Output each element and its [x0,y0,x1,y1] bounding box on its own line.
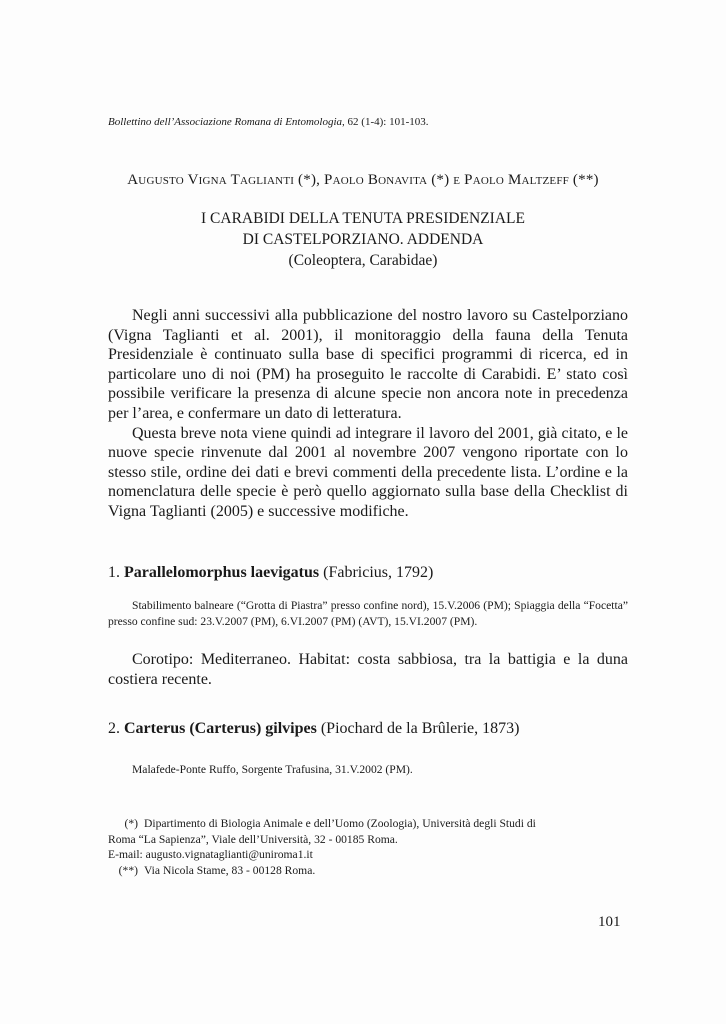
species-heading-1 [108,564,628,582]
footnote-text: Via Nicola Stame, 83 - 00128 Roma. [144,863,316,877]
introduction [108,306,628,522]
species-name: Carterus (Carterus) gilvipes [124,720,317,737]
author-line: Augusto Vigna Taglianti (*), Paolo Bonavita (*) e Paolo Maltzeff (**) [127,172,599,188]
footnote-1 [108,816,630,832]
paper-title [0,208,726,271]
comment-text: Corotipo: Mediterraneo. Habitat: costa sabbiosa, tra la battigia e la duna costiera recente. [108,651,628,688]
records-text: Malafede-Ponte Ruffo, Sorgente Trafusina, 31.V.2002 (PM). [132,763,413,776]
title-line-1: I CARABIDI DELLA TENUTA PRESIDENZIALE [201,210,525,227]
footnote-text: Dipartimento di Biologia Animale e dell’Uomo (Zoologia), Università degli Studi di [144,817,536,830]
species-heading-2 [108,720,628,738]
species-name: Parallelomorphus laevigatus [124,564,320,581]
footnote-mark: (*) [124,817,138,830]
title-line-2: DI CASTELPORZIANO. ADDENDA [242,231,484,248]
page-number: 101 [598,914,621,930]
species-author: (Piochard de la Brûlerie, 1873) [320,720,520,737]
title-line-3: (Coleoptera, Carabidae) [288,252,438,269]
species-comment-1 [108,650,628,689]
intro-paragraph-2: Questa breve nota viene quindi ad integrare il lavoro del 2001, già citato, e le nuove specie rinvenute dal 2001 al novembre 2007 vengono riportate con lo stesso stile, ordine dei dati e brevi commenti della precedente lista. L’ordine e la nomenclatura delle specie è però quello aggiornato sulla base della Checklist di Vigna Taglianti (2005) e successive modifiche. [108,424,628,520]
species-records-2 [108,762,628,778]
journal-volume: , 62 (1-4): 101-103. [342,116,429,128]
intro-paragraph-1: Negli anni successivi alla pubblicazione del nostro lavoro su Castelporziano (Vigna Taglianti et al. 2001), il monitoraggio della fauna della Tenuta Presidenziale è continuato sulla base di specifici programmi di ricerca, ed in particolare uno di noi (PM) ha proseguito le raccolte di Carabidi. E’ stato così possibile verificare la presenza di alcune specie non ancora note in precedenza per l’area, e confermare un dato di letteratura. [108,307,628,422]
species-author: (Fabricius, 1792) [323,564,434,581]
records-text: Stabilimento balneare (“Grotta di Piastra” presso confine nord), 15.V.2006 (PM); Spiaggia della “Focetta” presso confine sud: 23.V.2007 (PM), 6.VI.2007 (PM) (AVT), 15.VI.2007 (PM). [108,599,628,628]
species-number: 1. [108,564,120,581]
species-number: 2. [108,720,120,737]
footnotes [108,816,630,878]
journal-citation [108,116,429,128]
footnote-1-cont: Roma “La Sapienza”, Viale dell’Università, 32 - 00185 Roma. [108,832,398,846]
footnote-2 [108,863,630,879]
footnote-mark: (**) [118,863,138,877]
species-records-1 [108,598,628,629]
email-line: E-mail: augusto.vignataglianti@uniroma1.it [108,848,313,861]
journal-name: Bollettino dell’Associazione Romana di Entomologia [108,116,343,128]
